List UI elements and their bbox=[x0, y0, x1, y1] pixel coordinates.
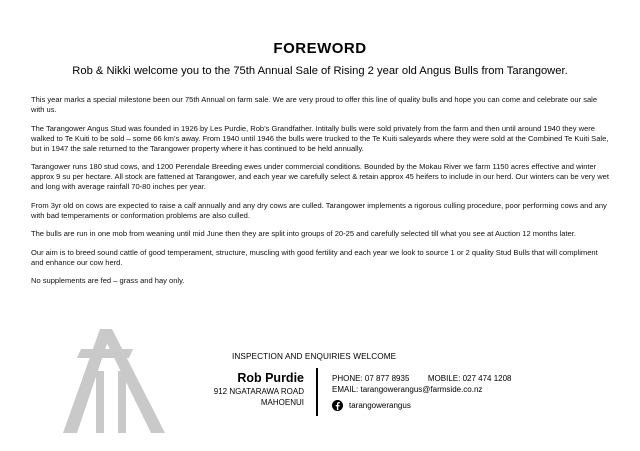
phone-number[interactable]: 07 877 8935 bbox=[364, 374, 410, 383]
paragraph-aim: Our aim is to breed sound cattle of good temperament, structure, muscling with good fertility and each year we look to source 1 or 2 quality Stud Bulls that will compliment and enhance our cow herd. bbox=[31, 247, 598, 267]
mobile-number[interactable]: 027 474 1208 bbox=[462, 374, 512, 383]
address-line-1: 912 NGATARAWA ROAD bbox=[213, 387, 304, 396]
paragraph-supplements: No supplements are fed – grass and hay only. bbox=[31, 276, 185, 285]
paragraph-bulls: The bulls are run in one mob from weaning until mid June then they are split into groups of 20-25 and carefully selected till what you see at Auction 12 months later. bbox=[31, 229, 576, 238]
address-line-2: MAHOENUI bbox=[260, 398, 304, 407]
paragraph-milestone: This year marks a special milestone been our 75th Annual on farm sale. We are very proud to offer this line of quality bulls and hope you can come and celebrate our sale with us. bbox=[31, 95, 598, 114]
phone-row bbox=[332, 373, 512, 384]
inspection-notice: INSPECTION AND ENQUIRIES WELCOME bbox=[232, 352, 397, 361]
facebook-icon bbox=[332, 400, 343, 411]
facebook-row[interactable] bbox=[332, 400, 512, 411]
contact-details-block bbox=[332, 373, 512, 411]
contact-divider bbox=[316, 368, 318, 416]
phone-label: PHONE: bbox=[332, 374, 363, 383]
email-row bbox=[332, 384, 512, 395]
paragraph-culling: From 3yr old on cows are expected to raise a calf annually and any dry cows are culled. Tarangower implements a rigorous culling procedure, poor performing cows and any with bad temperaments or conformation problems are also culled. bbox=[31, 200, 607, 220]
contact-name: Rob Purdie bbox=[237, 371, 304, 385]
facebook-handle[interactable]: tarangowerangus bbox=[349, 401, 411, 410]
mobile-label: MOBILE: bbox=[427, 374, 461, 383]
page-title: FOREWORD bbox=[273, 40, 367, 57]
email-label: EMAIL: bbox=[332, 385, 359, 394]
paragraph-history: The Tarangower Angus Stud was founded in 1926 by Les Purdie, Rob’s Grandfather. Intitally bulls were sold privately from the farm and then until around 1940 they were walked to Te Kuiti to be sold – some 66 km’s away. From 1940 until 1946 the bulls were trucked to the Te Kuiti saleyards where they were sold at the Combined Te Kuiti Sale, but in 1947 the sale returned to the Tarangower property where it has continued to be held annually. bbox=[31, 123, 609, 153]
tarangower-logo-icon bbox=[57, 325, 167, 433]
paragraph-farm: Tarangower runs 180 stud cows, and 1200 Perendale Breeding ewes under commercial conditions. Bounded by the Mokau River we farm 1150 acres effective and winter approx 9 su per hectare. All stock are fattened at Tarangower, and each year we carefully select & retain approx 45 heifers to include in our herd. Our winters can be very wet and long with average rainfall 70-80 inches per year. bbox=[31, 162, 609, 191]
welcome-subtitle: Rob & Nikki welcome you to the 75th Annual Sale of Rising 2 year old Angus Bulls from Tarangower. bbox=[72, 65, 568, 77]
foreword-body bbox=[31, 95, 611, 295]
contact-address-block bbox=[190, 371, 304, 408]
email-address[interactable]: tarangowerangus@farmside.co.nz bbox=[360, 385, 483, 394]
